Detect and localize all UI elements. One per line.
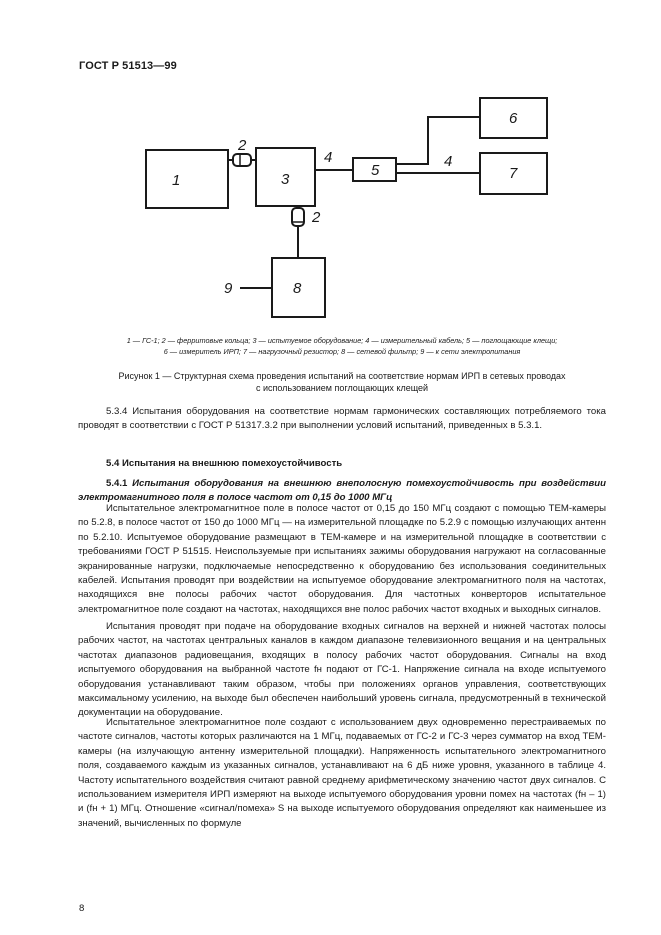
page-number: 8 xyxy=(79,903,85,914)
mains-9-label: 9 xyxy=(224,280,233,297)
ferrite-ring-top-label: 2 xyxy=(238,137,247,154)
subsection-title: Испытания оборудования на внешнюю внеполосную помехоустойчивость при воздействии электромагнитного поля в полосе частот от 0,15 до 1000 МГц xyxy=(78,478,606,504)
standard-header: ГОСТ Р 51513—99 xyxy=(79,60,177,72)
paragraph-two-signal-method: Испытательное электромагнитное поле создают с использованием двух одновременно перестраиваемых по частоте сигналов, частоты которых различаются на 1 МГц, подаваемых от ГС-2 и ГС-3 через сумматор на вход ТЕМ-камеры (на излучающую антенну измерительной площадки). Напряженность испытательного электромагнитного поля, создаваемого каждым из указанных сигналов, устанавливают на 6 дБ ниже уровня, указанного в таблице 4. Частоту испытательного воздействия считают равной среднему арифметическому значению частот двух сигналов. С использованием измерителя ИРП измеряют на выходе испытуемого оборудования уровни помех на частотах (fн – 1) и (fн + 1) МГц. Отношение «сигнал/помеха» S на выходе испытуемого оборудования определяют как наименьшее из значений, вычисленных по формуле xyxy=(78,717,606,829)
connection-5-6 xyxy=(396,117,480,164)
ferrite-ring-top xyxy=(233,154,251,166)
paragraph-input-signals: Испытания проводят при подаче на оборудование входных сигналов на верхней и нижней частотах полосы рабочих частот, на частотах центральных каналов в каждом диапазоне телевизионного вещания и на центральных частотах диапазонов радиовещания, входящих в полосу рабочих частот оборудования. Сигналы на вход испытуемого оборудования на выбранной частоте fн подают от ГС-1. Напряжение сигнала на входе испытуемого оборудования устанавливают таким образом, чтобы при положениях органов управления, соответствующих максимальному усилению, на выходе был обеспечен наибольший уровень сигнала, предусмотренный в технической документации на оборудование. xyxy=(78,621,606,719)
block-1-label: 1 xyxy=(172,172,181,189)
figure-caption xyxy=(78,370,606,394)
figure-legend-line-2: 6 — измеритель ИРП; 7 — нагрузочный резистор; 8 — сетевой фильтр; 9 — к сети электропитания xyxy=(163,347,521,356)
ferrite-ring-bottom xyxy=(292,208,304,226)
block-6-label: 6 xyxy=(509,110,518,127)
block-3-label: 3 xyxy=(281,171,290,188)
cable-4-right-label: 4 xyxy=(444,153,453,170)
figure-caption-line-2: с использованием поглощающих клещей xyxy=(255,383,429,393)
subsection-number: 5.4.1 xyxy=(106,478,128,489)
paragraph-test-field: Испытательное электромагнитное поле в полосе частот от 0,15 до 150 МГц создают с помощью ТЕМ-камеры по 5.2.8, в полосе частот от 150 до 1000 МГц — на измерительной площадке по 5.2.9 с помощью излучающих антенн по 5.2.10. Испытуемое оборудование размещают в ТЕМ-камере и на измерительной площадке в соответствии с требованиями ГОСТ Р 51515. Неиспользуемые при испытаниях зажимы оборудования нагружают на согласованные экранированные нагрузки, подключаемые непосредственно к оборудованию без использования соединительных кабелей. Испытания проводят при воздействии на испытуемое оборудование электромагнитного поля на частотах, находящихся вне полосы рабочих частот оборудования. Для частотных конверторов испытательное электромагнитное поле создают на частотах, находящихся вне полос рабочих частот входных и выходных сигналов. xyxy=(78,503,606,615)
block-8-label: 8 xyxy=(293,280,302,297)
block-7-label-text: 7 xyxy=(509,165,518,182)
figure-legend-line-1: 1 — ГС-1; 2 — ферритовые кольца; 3 — испытуемое оборудование; 4 — измерительный кабель; 5 — поглощающие клещи; xyxy=(126,336,558,345)
figure-caption-line-1: Рисунок 1 — Структурная схема проведения испытаний на соответствие нормам ИРП в сетевых проводах xyxy=(118,371,566,381)
ferrite-ring-bottom-label: 2 xyxy=(312,209,321,226)
paragraph-5-3-4: 5.3.4 Испытания оборудования на соответствие нормам гармонических составляющих потребляемого тока проводят в соответствии с ГОСТ Р 51317.3.2 при выполнении условий испытаний, приведенных в 5.3.1. xyxy=(78,406,606,432)
block-1-generator xyxy=(146,150,228,208)
block-5-label: 5 xyxy=(371,162,380,179)
block-diagram xyxy=(0,0,661,330)
section-heading-5-4: 5.4 Испытания на внешнюю помехоустойчивость xyxy=(106,458,343,469)
cable-4-left-label: 4 xyxy=(324,149,333,166)
